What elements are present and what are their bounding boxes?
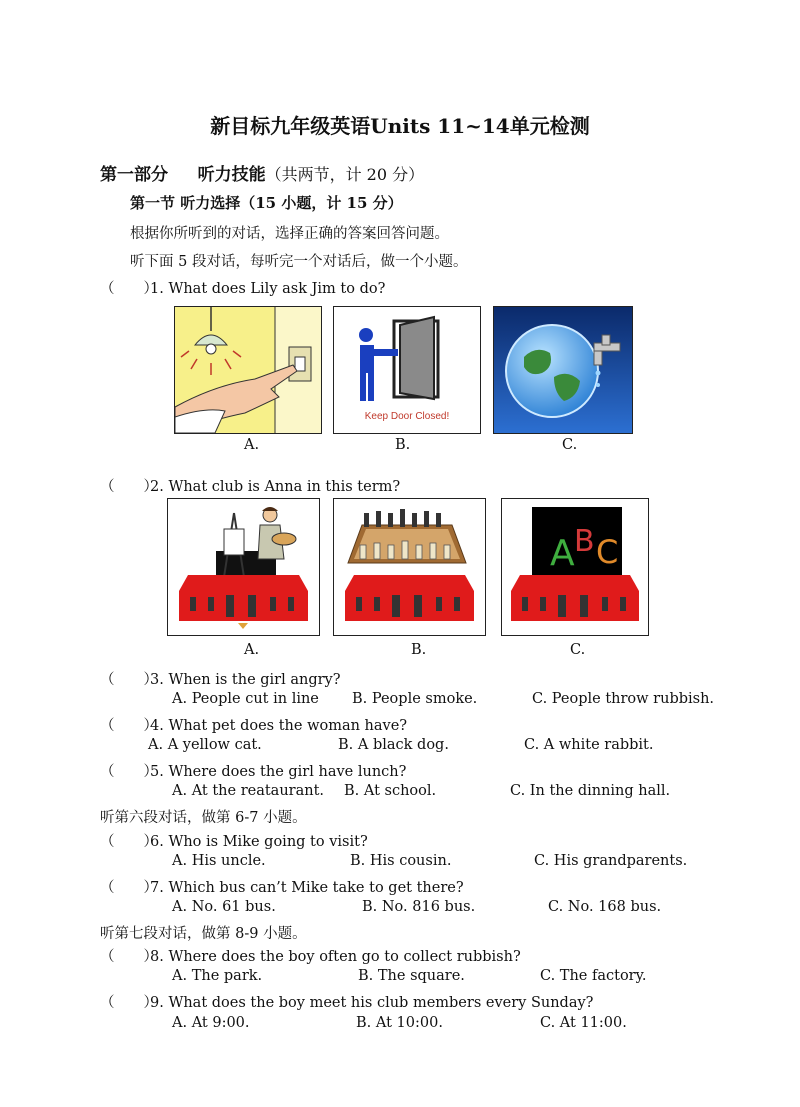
part1-label: 第一部分 — [100, 165, 168, 185]
abc-letter-b: B — [574, 524, 595, 559]
q2-caption-a: A. — [244, 642, 260, 658]
question-3 — [100, 668, 341, 689]
q1-caption-b: B. — [395, 437, 411, 453]
question-6 — [100, 830, 368, 851]
q3-option-b: B. People smoke. — [352, 691, 478, 707]
question-5-text: 5. Where does the girl have lunch? — [150, 764, 407, 780]
part1-name: 听力技能 — [197, 165, 266, 185]
question-8-text: 8. Where does the boy often go to collect rubbish? — [150, 949, 521, 965]
answer-paren: （ ） — [100, 764, 158, 780]
q1-caption-c: C. — [562, 437, 578, 453]
q8-option-a: A. The park. — [172, 968, 263, 984]
q2-picture-a-art-club — [167, 498, 320, 636]
abc-letter-c: C — [596, 533, 619, 571]
question-3-text: 3. When is the girl angry? — [150, 672, 341, 688]
q4-option-b: B. A black dog. — [338, 737, 449, 753]
q8-option-b: B. The square. — [358, 968, 465, 984]
question-2 — [100, 475, 400, 496]
question-2-text: 2. What club is Anna in this term? — [150, 479, 401, 495]
q2-picture-c-english-club — [501, 498, 649, 636]
answer-paren: （ ） — [100, 995, 158, 1011]
q1-picture-a-light-switch — [174, 306, 322, 434]
q5-option-c: C. In the dinning hall. — [510, 783, 671, 799]
q2-caption-b: B. — [411, 642, 427, 658]
q7-option-c: C. No. 168 bus. — [548, 899, 662, 915]
q4-option-c: C. A white rabbit. — [524, 737, 654, 753]
q7-option-a: A. No. 61 bus. — [172, 899, 276, 915]
answer-paren: （ ） — [100, 949, 158, 965]
q6-option-c: C. His grandparents. — [534, 853, 688, 869]
q8-option-c: C. The factory. — [540, 968, 647, 984]
q1-caption-a: A. — [244, 437, 260, 453]
instruction-2: 听下面 5 段对话，每听完一个对话后，做一个小题。 — [130, 254, 468, 270]
question-6-text: 6. Who is Mike going to visit? — [150, 834, 368, 850]
instruction-1: 根据你所听到的对话，选择正确的答案回答问题。 — [130, 226, 449, 242]
listening-note-8-9: 听第七段对话，做第 8-9 小题。 — [100, 926, 307, 942]
question-5 — [100, 760, 406, 781]
answer-paren: （ ） — [100, 880, 158, 896]
answer-paren: （ ） — [100, 834, 158, 850]
question-9-text: 9. What does the boy meet his club members every Sunday? — [150, 995, 594, 1011]
q9-option-c: C. At 11:00. — [540, 1015, 627, 1031]
q9-option-a: A. At 9:00. — [172, 1015, 250, 1031]
question-1-text: 1. What does Lily ask Jim to do? — [150, 281, 386, 297]
answer-paren: （ ） — [100, 281, 158, 297]
abc-letter-a: A — [550, 533, 575, 574]
answer-paren: （ ） — [100, 718, 158, 734]
q6-option-b: B. His cousin. — [350, 853, 452, 869]
q2-caption-c: C. — [570, 642, 586, 658]
q4-option-a: A. A yellow cat. — [148, 737, 262, 753]
keep-door-closed-sign: Keep Door Closed! — [364, 411, 450, 422]
part1-detail: （共两节，计 20 分） — [265, 165, 425, 184]
question-7-text: 7. Which bus can’t Mike take to get there? — [150, 880, 464, 896]
question-4 — [100, 714, 407, 735]
question-4-text: 4. What pet does the woman have? — [150, 718, 408, 734]
question-8 — [100, 945, 521, 966]
q5-option-b: B. At school. — [344, 783, 437, 799]
q2-picture-b-chess-club — [333, 498, 486, 636]
q3-option-a: A. People cut in line — [172, 691, 319, 707]
listening-note-6-7: 听第六段对话，做第 6-7 小题。 — [100, 810, 307, 826]
question-9 — [100, 991, 593, 1012]
q9-option-b: B. At 10:00. — [356, 1015, 443, 1031]
question-7 — [100, 876, 464, 897]
q5-option-a: A. At the reataurant. — [172, 783, 325, 799]
page-title: 新目标九年级英语Units 11~14单元检测 — [210, 114, 590, 138]
q1-picture-b-keep-door-closed — [333, 306, 481, 434]
q6-option-a: A. His uncle. — [172, 853, 266, 869]
q3-option-c: C. People throw rubbish. — [532, 691, 715, 707]
answer-paren: （ ） — [100, 479, 158, 495]
answer-paren: （ ） — [100, 672, 158, 688]
q7-option-b: B. No. 816 bus. — [362, 899, 476, 915]
section1-heading: 第一节 听力选择（15 小题，计 15 分） — [130, 194, 403, 212]
part1-heading — [100, 160, 424, 185]
q1-picture-c-globe-water-tap — [493, 306, 633, 434]
question-1 — [100, 277, 385, 298]
